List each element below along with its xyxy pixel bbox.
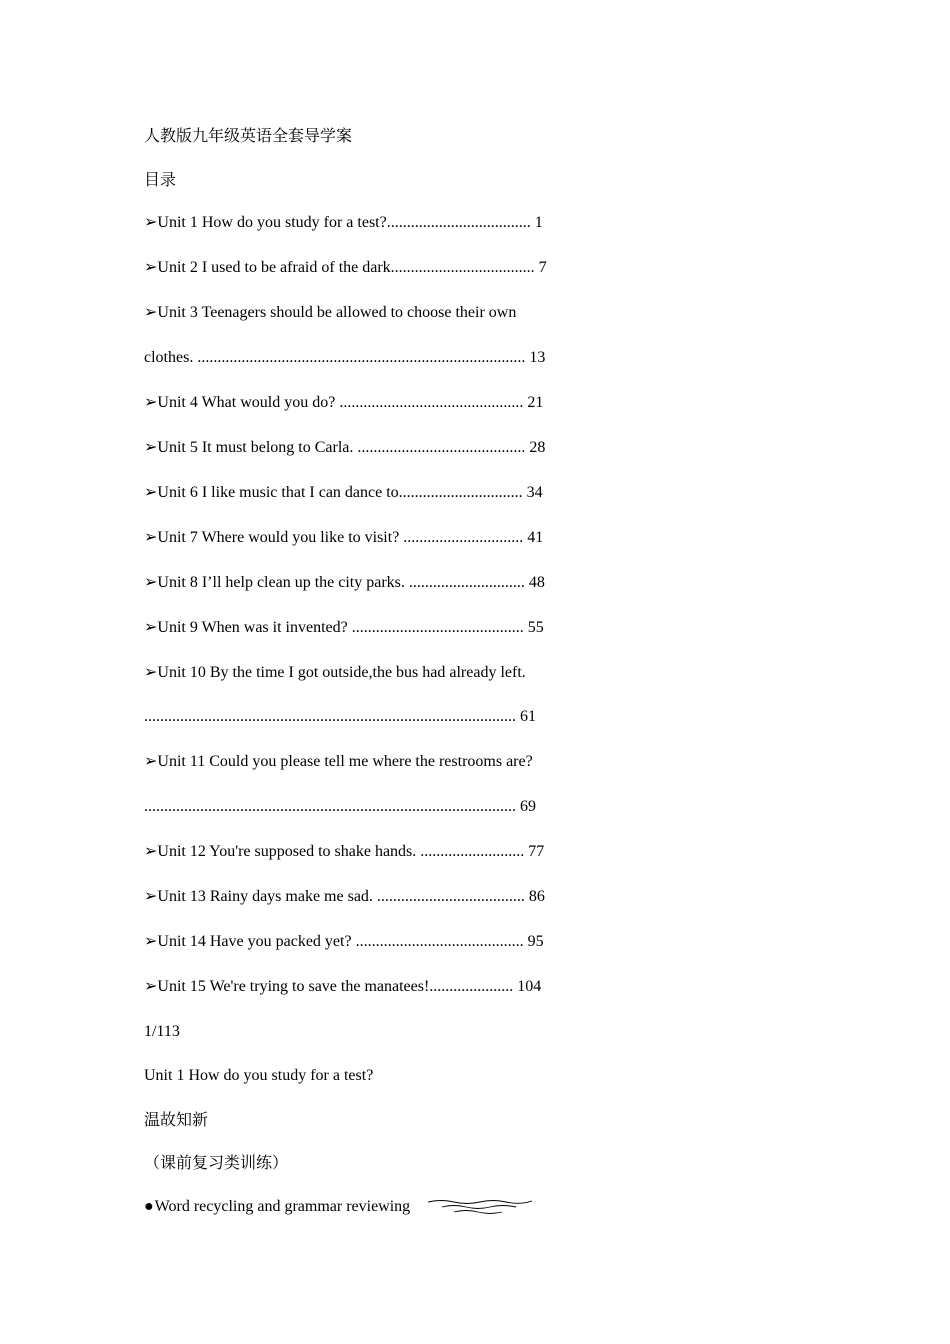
toc-entry-text: Unit 7 Where would you like to visit? .............................. 41 [157, 529, 544, 546]
toc-entry-text: ............................................................................................. 61 [144, 708, 536, 725]
toc-entry-text: Unit 10 By the time I got outside,the bus had already left. [157, 664, 526, 681]
toc-entry-text: Unit 3 Teenagers should be allowed to choose their own [157, 304, 517, 321]
document-title: 人教版九年级英语全套导学案 [144, 128, 353, 145]
toc-entry [144, 213, 543, 233]
unit-title: Unit 1 How do you study for a test? [144, 1067, 374, 1084]
bullet-item [144, 1197, 410, 1217]
arrow-bullet-icon: ➢ [144, 664, 158, 681]
toc-entry [144, 528, 543, 548]
toc-entry-text: Unit 4 What would you do? .............................................. 21 [157, 394, 544, 411]
arrow-bullet-icon: ➢ [144, 394, 158, 411]
toc-entry [144, 887, 545, 907]
bullet-icon: ● [144, 1198, 154, 1215]
arrow-bullet-icon: ➢ [144, 214, 158, 231]
toc-entry-continuation [144, 707, 536, 727]
toc-entry-text: ............................................................................................. 69 [144, 798, 536, 815]
toc-entry-text: Unit 1 How do you study for a test?.................................... 1 [157, 214, 543, 231]
section-subtitle: （课前复习类训练） [144, 1155, 289, 1172]
toc-entry-text: Unit 13 Rainy days make me sad. ..................................... 86 [157, 888, 545, 905]
wavy-underline-decoration [428, 1198, 532, 1218]
arrow-bullet-icon: ➢ [144, 304, 158, 321]
toc-entry-continuation [144, 797, 536, 817]
toc-entry-text: Unit 12 You're supposed to shake hands. .......................... 77 [157, 843, 545, 860]
toc-entry [144, 932, 544, 952]
toc-entry-text: Unit 2 I used to be afraid of the dark.................................... 7 [157, 259, 547, 276]
page-number: 1/113 [144, 1023, 180, 1040]
arrow-bullet-icon: ➢ [144, 529, 158, 546]
arrow-bullet-icon: ➢ [144, 619, 158, 636]
toc-entry-text: Unit 6 I like music that I can dance to............................... 34 [157, 484, 543, 501]
toc-entry [144, 483, 543, 503]
toc-entry-text: clothes. .................................................................................. 13 [144, 349, 546, 366]
toc-heading: 目录 [144, 172, 177, 189]
arrow-bullet-icon: ➢ [144, 259, 158, 276]
arrow-bullet-icon: ➢ [144, 933, 158, 950]
arrow-bullet-icon: ➢ [144, 753, 158, 770]
toc-entry [144, 618, 544, 638]
toc-entry [144, 303, 516, 323]
document-page [144, 0, 844, 1344]
toc-entry-text: Unit 9 When was it invented? ........................................... 55 [157, 619, 544, 636]
toc-entry-text: Unit 5 It must belong to Carla. .......................................... 28 [157, 439, 546, 456]
arrow-bullet-icon: ➢ [144, 484, 158, 501]
toc-entry-text: Unit 11 Could you please tell me where the restrooms are? [157, 753, 533, 770]
toc-entry-text: Unit 8 I’ll help clean up the city parks. ............................. 48 [157, 574, 545, 591]
toc-entry [144, 977, 541, 997]
arrow-bullet-icon: ➢ [144, 574, 158, 591]
toc-entry-text: Unit 15 We're trying to save the manatees!..................... 104 [157, 978, 542, 995]
toc-entry [144, 393, 543, 413]
toc-entry [144, 752, 533, 772]
section-title: 温故知新 [144, 1112, 209, 1129]
arrow-bullet-icon: ➢ [144, 978, 158, 995]
bullet-item-text: Word recycling and grammar reviewing [154, 1198, 411, 1215]
arrow-bullet-icon: ➢ [144, 843, 158, 860]
toc-entry [144, 842, 544, 862]
toc-entry [144, 573, 545, 593]
toc-entry [144, 438, 545, 458]
toc-entry-continuation [144, 348, 545, 368]
toc-entry [144, 258, 547, 278]
arrow-bullet-icon: ➢ [144, 439, 158, 456]
arrow-bullet-icon: ➢ [144, 888, 158, 905]
toc-entry [144, 663, 526, 683]
toc-entry-text: Unit 14 Have you packed yet? .......................................... 95 [157, 933, 544, 950]
